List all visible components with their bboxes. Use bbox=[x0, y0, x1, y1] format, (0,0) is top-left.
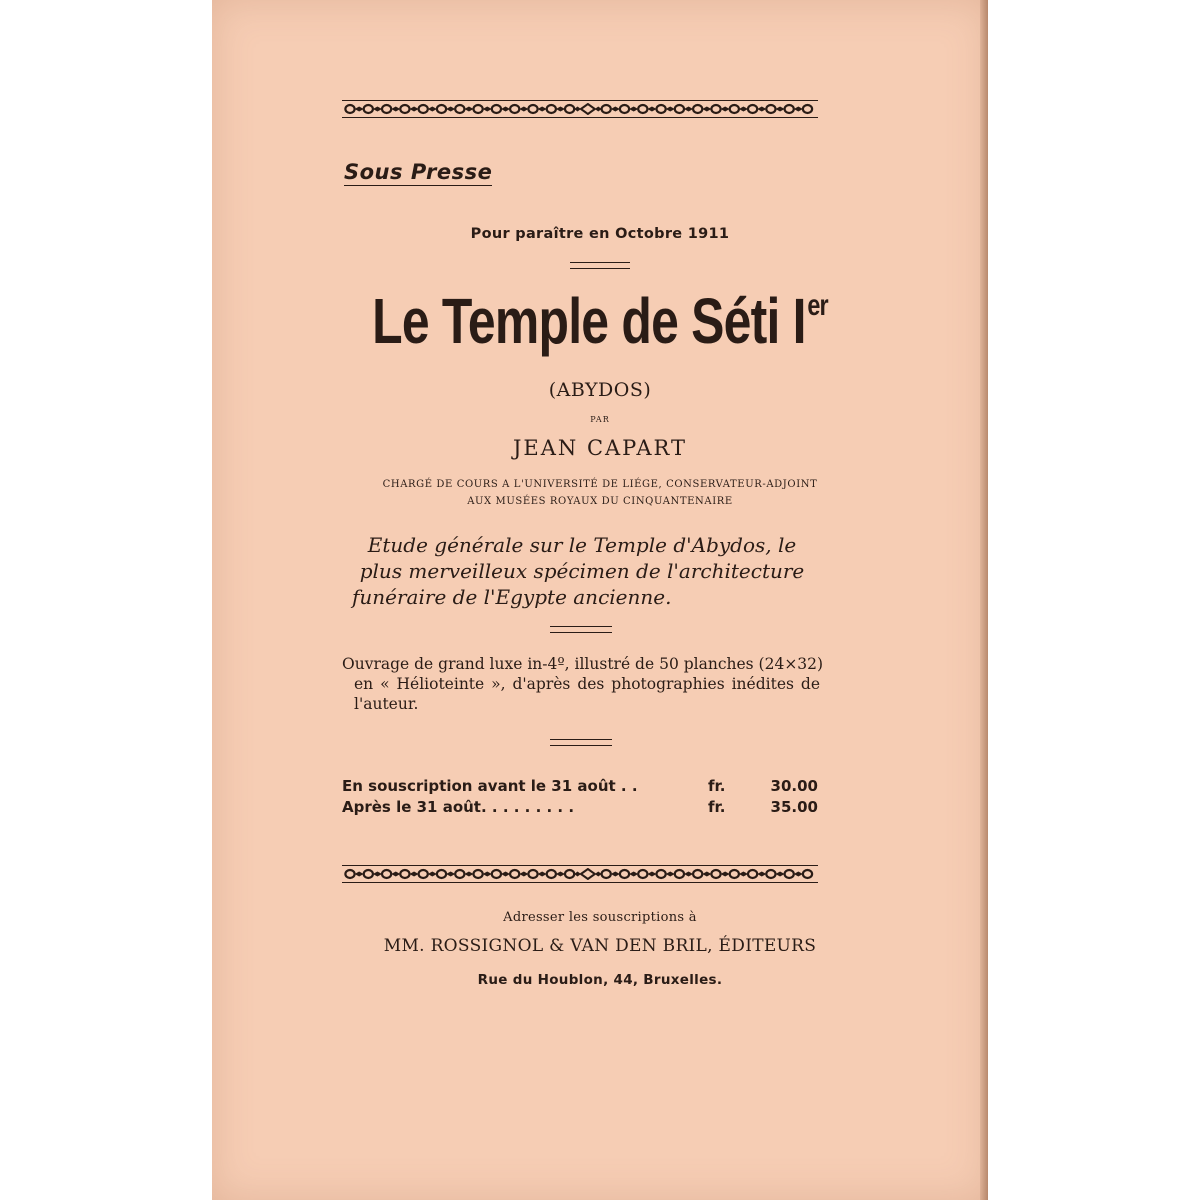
chain-ornament-icon bbox=[342, 103, 818, 115]
pamphlet-page bbox=[212, 0, 988, 1200]
book-title-superscript: er bbox=[807, 289, 828, 322]
bottom-ornamental-border bbox=[342, 865, 818, 885]
price-currency: fr. bbox=[708, 777, 726, 795]
author-credentials bbox=[212, 476, 988, 510]
price-currency: fr. bbox=[708, 798, 726, 816]
divider-rule bbox=[550, 739, 612, 746]
top-ornamental-border bbox=[342, 100, 818, 120]
price-amount: 35.00 bbox=[770, 798, 818, 816]
chain-ornament-icon bbox=[342, 868, 818, 880]
edition-details bbox=[342, 654, 824, 714]
book-description bbox=[342, 532, 822, 610]
price-label: En souscription avant le 31 août . . bbox=[342, 777, 638, 795]
book-title bbox=[297, 284, 902, 358]
price-label: Après le 31 août. . . . . . . . . bbox=[342, 798, 575, 816]
description-line: funéraire de l'Egypte ancienne. bbox=[352, 585, 672, 609]
credentials-line: AUX MUSÉES ROYAUX DU CINQUANTENAIRE bbox=[467, 496, 733, 507]
subscription-instruction: Adresser les souscriptions à bbox=[503, 910, 697, 925]
book-subtitle: (ABYDOS) bbox=[548, 379, 652, 401]
book-title-text: Le Temple de Séti I bbox=[372, 285, 806, 357]
description-line: Etude générale sur le Temple d'Abydos, le bbox=[367, 533, 797, 557]
credentials-line: CHARGÉ DE COURS A L'UNIVERSITÉ DE LIÉGE, CONSERVATEUR-ADJOINT bbox=[382, 479, 818, 490]
description-line: plus merveilleux spécimen de l'architecture bbox=[359, 559, 805, 583]
publisher-name: MM. ROSSIGNOL & VAN DEN BRIL, ÉDITEURS bbox=[383, 936, 817, 956]
price-list bbox=[342, 776, 818, 818]
details-line: l'auteur. bbox=[354, 695, 419, 713]
release-date: Pour paraître en Octobre 1911 bbox=[470, 226, 730, 242]
details-line: en « Hélioteinte », d'après des photographies inédites de bbox=[354, 675, 820, 693]
price-amount: 30.00 bbox=[770, 777, 818, 795]
price-row bbox=[342, 797, 818, 818]
publisher-address: Rue du Houblon, 44, Bruxelles. bbox=[477, 972, 723, 988]
divider-rule bbox=[550, 626, 612, 633]
details-line: Ouvrage de grand luxe in-4º, illustré de 50 planches (24×32) bbox=[342, 655, 824, 673]
sous-presse-heading: Sous Presse bbox=[344, 160, 493, 184]
author-name: JEAN CAPART bbox=[512, 436, 687, 460]
price-row bbox=[342, 776, 818, 797]
by-label: PAR bbox=[590, 415, 610, 424]
divider-rule bbox=[570, 262, 630, 269]
